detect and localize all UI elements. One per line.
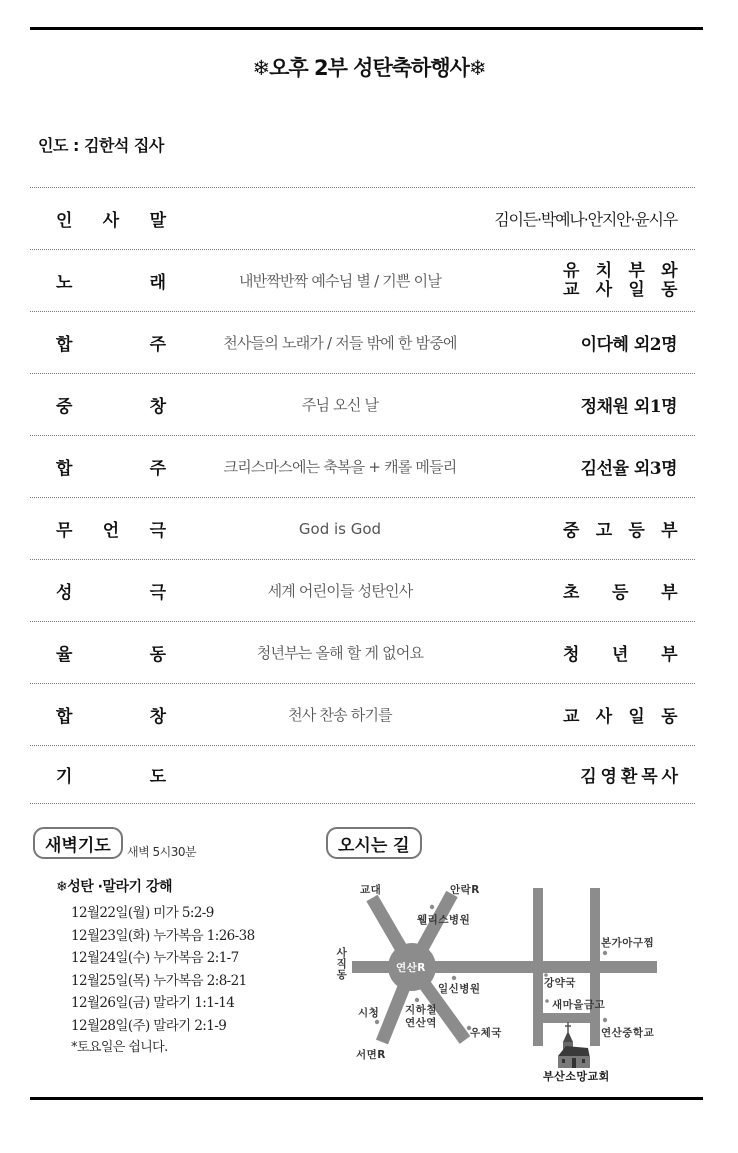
program-performer: 교 사 일 동 [563,707,677,727]
map-label-bongaya: 본가아구찜 [601,937,655,949]
map-label-anrak: 안락R [450,884,480,896]
program-label: 율 동 [56,645,166,665]
program-row-ensemble-2 [30,435,695,497]
program-piece-title: 내반짝반짝 예수님 별 / 기쁜 이날 [238,272,442,290]
program-piece-title: 천사 찬송 하기를 [288,706,392,724]
program-table [30,187,695,804]
program-performer: 중 고 등 부 [563,521,677,541]
program-performer: 초 등 부 [563,583,677,603]
map-label-yeonsan-roundabout: 연산R [396,962,426,974]
schedule-item: 12월25일(목) 누가복음 2:8-21 [71,972,247,989]
program-performer: 유 치 부 와 교 사 일 동 [563,260,677,300]
program-label: 합 주 [56,459,166,479]
program-performer: 정채원 외1명 [580,397,677,417]
program-row-pantomime [30,497,695,559]
service-leader: 인도 : 김한석 집사 [38,136,164,155]
program-row-choir [30,683,695,745]
dawn-prayer-time: 새벽 5시30분 [127,845,197,859]
map-label-church: 부산소망교회 [543,1070,610,1083]
program-label: 합 창 [56,707,166,727]
schedule-item: 12월22일(월) 미가 5:2-9 [71,905,214,921]
map-label-subway: 지하철 [405,1004,437,1016]
map-label-ilsin-hospital: 일신병원 [438,983,481,995]
program-label: 성 극 [56,583,166,603]
program-performer: 김선율 외3명 [580,459,677,479]
schedule-item: 12월28일(주) 말라기 2:1-9 [71,1017,227,1034]
lecture-title: ❄성탄 ·말라기 강해 [56,879,172,895]
church-icon [558,1022,590,1068]
program-row-greeting [30,187,695,249]
program-piece-title: 주님 오신 날 [301,396,379,414]
program-piece-title: 청년부는 올해 할 게 없어요 [256,644,424,662]
map-label-post-office: 우체국 [470,1027,502,1039]
program-performer: 김 영 환 목 사 [580,767,677,787]
top-border-rule [30,27,703,30]
program-row-ensemble-1 [30,311,695,373]
map-label-wallace-hospital: 웰리스병원 [417,914,471,926]
schedule-item: 12월26일(금) 말라기 1:1-14 [71,995,235,1011]
schedule-note: *토요일은 쉽니다. [71,1040,168,1055]
map-label-saemaeul-bank: 새마을금고 [552,999,606,1011]
program-row-prayer [30,745,695,804]
page-title: ❄오후 2부 성탄축하행사❄ [252,56,486,80]
program-piece-title: 세계 어린이들 성탄인사 [267,582,413,600]
lecture-schedule [56,876,255,1060]
map-label-pharmacy: 강약국 [544,977,576,989]
map-label-yeonsan-station: 연산역 [405,1017,437,1029]
directions-map [320,870,720,1090]
program-piece-title: God is God [298,519,382,538]
map-label-middle-school: 연산중학교 [601,1027,655,1039]
map-label-gyodae: 교대 [360,884,382,896]
program-row-drama [30,559,695,621]
program-performer: 청 년 부 [563,645,677,665]
program-label: 무 언 극 [56,521,166,541]
map-label-seomyeon: 서면R [356,1049,386,1061]
map-label-city-hall: 시청 [358,1007,380,1019]
program-label: 기 도 [56,767,166,787]
map-label-sajikdong: 사직동 [336,947,348,981]
schedule-item: 12월24일(수) 누가복음 2:1-7 [71,950,239,966]
program-row-small-choir [30,373,695,435]
dawn-prayer-badge: 새벽기도 [33,827,123,859]
program-label: 노 래 [56,273,166,293]
schedule-item: 12월23일(화) 누가복음 1:26-38 [71,927,255,944]
program-row-dance [30,621,695,683]
program-piece-title: 크리스마스에는 축복을 + 캐롤 메들리 [223,458,457,476]
program-performer: 김이든·박예나·안지안·윤시우 [494,210,677,229]
directions-badge: 오시는 길 [326,827,422,859]
bottom-border-rule [30,1097,703,1100]
program-piece-title: 천사들의 노래가 / 저들 밖에 한 밤중에 [223,334,457,352]
program-label: 중 창 [56,397,166,417]
program-row-song [30,249,695,311]
program-performer: 이다혜 외2명 [580,335,677,355]
program-label: 인 사 말 [56,211,166,231]
program-label: 합 주 [56,335,166,355]
